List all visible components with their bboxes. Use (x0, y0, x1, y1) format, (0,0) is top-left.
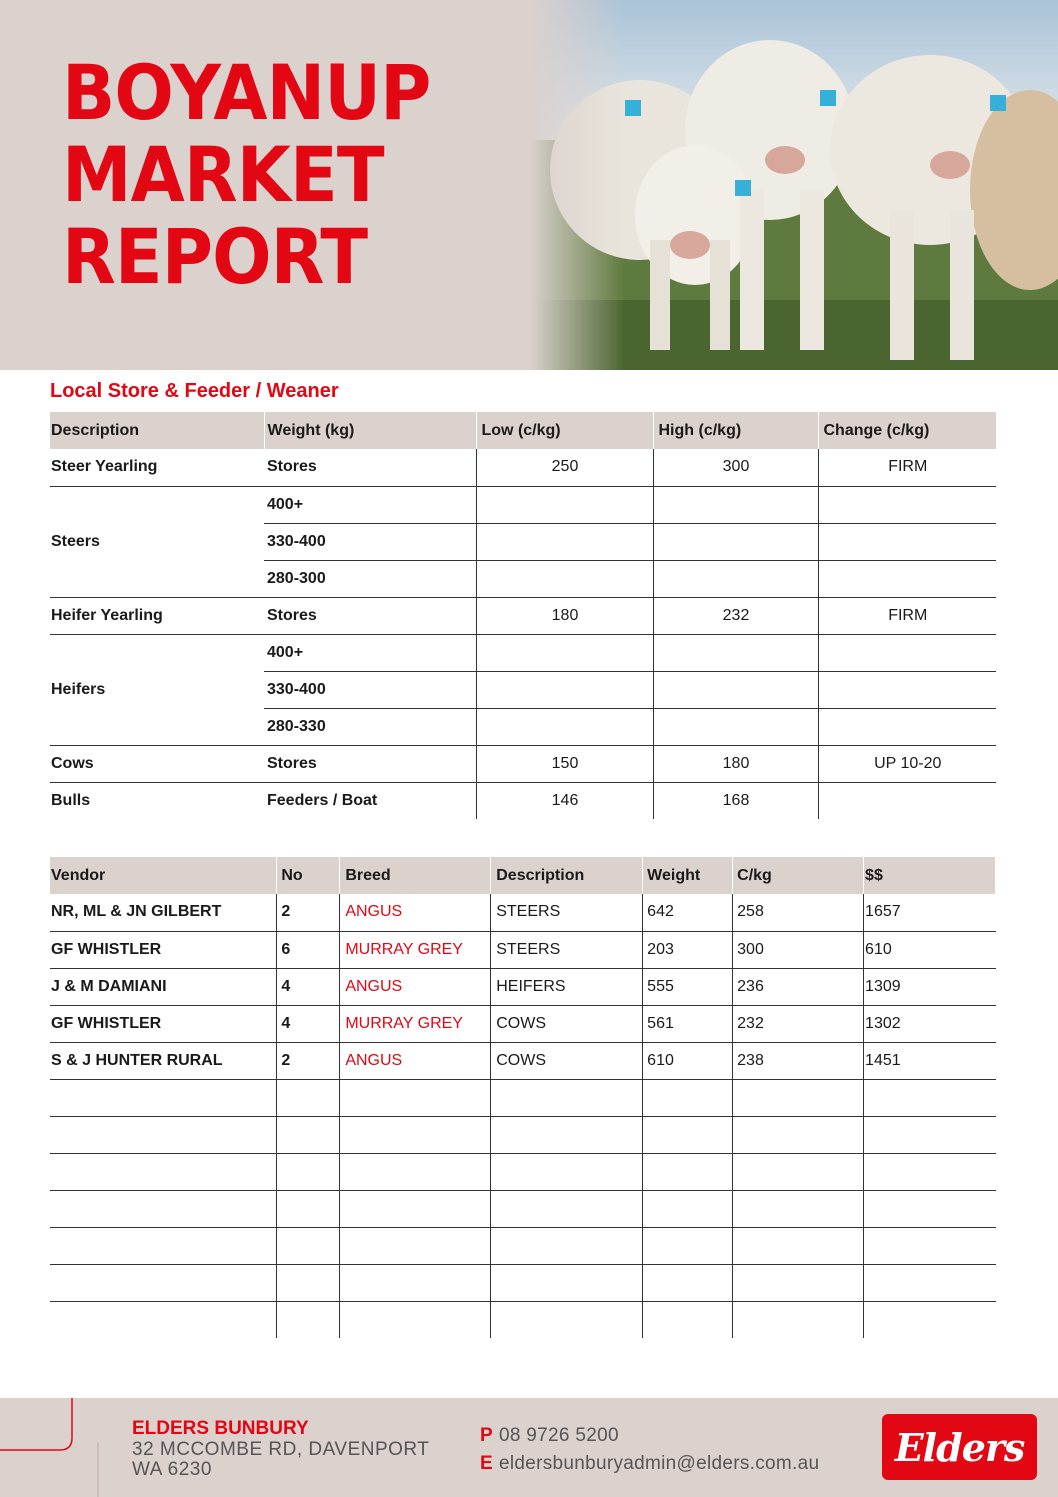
cell-vendor: J & M DAMIANI (50, 968, 277, 1005)
cell-weight: 203 (643, 931, 733, 968)
cell-high (653, 560, 818, 597)
cell-dollars (864, 1301, 996, 1338)
cell-low (476, 560, 653, 597)
cell-breed: MURRAY GREY (340, 931, 491, 968)
cell-weight (643, 1301, 733, 1338)
title-line: REPORT (62, 212, 368, 301)
cell-no (277, 1227, 340, 1264)
cell-weight (643, 1227, 733, 1264)
cell-vendor (50, 1153, 277, 1190)
column-header: No (277, 857, 340, 894)
table-row (50, 1005, 996, 1042)
cell-weight: 555 (643, 968, 733, 1005)
address-line: WA 6230 (132, 1459, 212, 1480)
table-row (50, 1301, 996, 1338)
cell-description: STEERS (491, 931, 643, 968)
cell-no (277, 1190, 340, 1227)
sales-table (50, 857, 996, 1338)
cell-no (277, 1153, 340, 1190)
column-header: Vendor (50, 857, 277, 894)
section-title: Local Store & Feeder / Weaner (50, 380, 339, 402)
cell-dollars (864, 1153, 996, 1190)
cell-change (818, 708, 996, 745)
table-row (50, 1153, 996, 1190)
cell-change (818, 782, 996, 819)
cell-dollars: 610 (864, 931, 996, 968)
cell-no: 4 (277, 968, 340, 1005)
table-row (50, 1190, 996, 1227)
cell-no (277, 1079, 340, 1116)
cell-ckg (733, 1227, 864, 1264)
phone-number[interactable]: 08 9726 5200 (498, 1425, 619, 1446)
table-row (50, 634, 996, 671)
column-header: Low (c/kg) (476, 412, 653, 449)
cell-no: 4 (277, 1005, 340, 1042)
cell-high (653, 671, 818, 708)
cell-ckg (733, 1079, 864, 1116)
cell-change (818, 560, 996, 597)
price-table (50, 412, 996, 819)
cell-description: Steers (51, 532, 100, 550)
column-header: $$ (864, 857, 996, 894)
table-row (50, 708, 996, 745)
cell-breed: ANGUS (340, 968, 491, 1005)
column-header: Breed (340, 857, 491, 894)
cell-weight (643, 1079, 733, 1116)
cell-description (50, 634, 264, 671)
cell-description (491, 1116, 643, 1153)
cell-low: 250 (476, 449, 653, 486)
cell-change (818, 671, 996, 708)
cell-change (818, 486, 996, 523)
email-label: E (480, 1453, 493, 1474)
cell-weight: Stores (264, 449, 476, 486)
table-row (50, 894, 996, 931)
cell-breed (340, 1301, 491, 1338)
cell-change (818, 634, 996, 671)
elders-logo (882, 1414, 1037, 1480)
title-line: BOYANUP (62, 48, 431, 137)
cell-high: 232 (653, 597, 818, 634)
cell-dollars (864, 1264, 996, 1301)
cell-dollars (864, 1116, 996, 1153)
footer (0, 1398, 1058, 1497)
column-header: Description (50, 412, 264, 449)
cell-ckg: 300 (733, 931, 864, 968)
cell-weight: Feeders / Boat (264, 782, 476, 819)
table-header-row (50, 857, 996, 894)
table-row (50, 449, 996, 486)
table-row (50, 782, 996, 819)
cell-description: STEERS (491, 894, 643, 931)
cell-low (476, 708, 653, 745)
cell-breed: ANGUS (340, 1042, 491, 1079)
footer-company: ELDERS BUNBURY (132, 1418, 309, 1439)
cell-vendor (50, 1301, 277, 1338)
cell-description (50, 708, 264, 745)
cell-high (653, 634, 818, 671)
decorative-curve-icon (0, 1398, 100, 1497)
cell-vendor (50, 1190, 277, 1227)
phone-label: P (480, 1425, 493, 1446)
cell-weight: 280-330 (264, 708, 476, 745)
cell-ckg (733, 1190, 864, 1227)
cell-high (653, 486, 818, 523)
table-row (50, 968, 996, 1005)
logo-text: Elders (894, 1424, 1025, 1470)
cell-low: 150 (476, 745, 653, 782)
cell-dollars: 1302 (864, 1005, 996, 1042)
cell-description: Heifer Yearling (50, 597, 264, 634)
cell-low (476, 523, 653, 560)
cell-breed: MURRAY GREY (340, 1005, 491, 1042)
table-row (50, 745, 996, 782)
cell-high (653, 708, 818, 745)
cell-description: Heifers (51, 680, 106, 698)
footer-address (132, 1440, 429, 1480)
cell-breed (340, 1116, 491, 1153)
cell-vendor: GF WHISTLER (50, 1005, 277, 1042)
cell-weight: Stores (264, 597, 476, 634)
cell-description (491, 1190, 643, 1227)
cell-weight (643, 1264, 733, 1301)
cell-no (277, 1116, 340, 1153)
cell-description (491, 1301, 643, 1338)
email-address[interactable]: eldersbunburyadmin@elders.com.au (498, 1453, 820, 1474)
cattle-photo (530, 0, 1058, 370)
column-header: C/kg (733, 857, 864, 894)
cell-no: 2 (277, 894, 340, 931)
cell-ckg: 238 (733, 1042, 864, 1079)
cell-low (476, 634, 653, 671)
cell-ckg (733, 1264, 864, 1301)
table-row (50, 1079, 996, 1116)
cell-vendor (50, 1264, 277, 1301)
cell-description (50, 486, 264, 523)
cell-breed (340, 1227, 491, 1264)
cell-low (476, 486, 653, 523)
cell-high: 168 (653, 782, 818, 819)
cell-weight: 400+ (264, 486, 476, 523)
cell-high (653, 523, 818, 560)
table-row (50, 597, 996, 634)
cell-low: 146 (476, 782, 653, 819)
cell-dollars (864, 1079, 996, 1116)
email-line (480, 1450, 819, 1478)
column-header: Weight (kg) (264, 412, 476, 449)
cell-description: COWS (491, 1005, 643, 1042)
cell-change (818, 523, 996, 560)
cell-description (50, 560, 264, 597)
cell-no: 6 (277, 931, 340, 968)
cell-weight: 400+ (264, 634, 476, 671)
cell-description: HEIFERS (491, 968, 643, 1005)
cell-vendor: S & J HUNTER RURAL (50, 1042, 277, 1079)
cell-vendor: NR, ML & JN GILBERT (50, 894, 277, 931)
cell-change: UP 10-20 (818, 745, 996, 782)
column-header: High (c/kg) (653, 412, 818, 449)
cell-weight (643, 1190, 733, 1227)
column-header: Weight (643, 857, 733, 894)
table-row (50, 560, 996, 597)
cell-dollars (864, 1227, 996, 1264)
title-line: MARKET (62, 130, 384, 219)
cell-high: 180 (653, 745, 818, 782)
column-header: Change (c/kg) (818, 412, 996, 449)
cell-description: COWS (491, 1042, 643, 1079)
cell-ckg (733, 1116, 864, 1153)
footer-contact (480, 1422, 819, 1478)
table-row (50, 486, 996, 523)
cell-no: 2 (277, 1042, 340, 1079)
table-row (50, 523, 996, 560)
cell-weight: Stores (264, 745, 476, 782)
cell-description: Bulls (51, 791, 91, 809)
cell-breed (340, 1079, 491, 1116)
cell-weight: 330-400 (264, 523, 476, 560)
table-row (50, 931, 996, 968)
cell-weight: 330-400 (264, 671, 476, 708)
table-header-row (50, 412, 996, 449)
cell-dollars: 1451 (864, 1042, 996, 1079)
cell-vendor: GF WHISTLER (50, 931, 277, 968)
cell-low (476, 671, 653, 708)
cell-vendor (50, 1227, 277, 1264)
cell-vendor (50, 1079, 277, 1116)
cell-breed (340, 1153, 491, 1190)
cell-dollars: 1309 (864, 968, 996, 1005)
cell-weight: 561 (643, 1005, 733, 1042)
cell-dollars: 1657 (864, 894, 996, 931)
page-title (62, 48, 431, 301)
cell-ckg: 236 (733, 968, 864, 1005)
cell-weight (643, 1116, 733, 1153)
cell-ckg: 232 (733, 1005, 864, 1042)
cell-weight: 280-300 (264, 560, 476, 597)
table-row (50, 1264, 996, 1301)
cell-description (491, 1079, 643, 1116)
cell-breed (340, 1190, 491, 1227)
cell-low: 180 (476, 597, 653, 634)
address-line: 32 MCCOMBE RD, DAVENPORT (132, 1439, 430, 1460)
cell-description (491, 1227, 643, 1264)
column-header: Description (491, 857, 643, 894)
cell-weight: 642 (643, 894, 733, 931)
table-row (50, 1116, 996, 1153)
table-row (50, 671, 996, 708)
cell-description (491, 1153, 643, 1190)
cell-ckg (733, 1301, 864, 1338)
cell-no (277, 1301, 340, 1338)
cell-breed: ANGUS (340, 894, 491, 931)
cell-high: 300 (653, 449, 818, 486)
cell-weight: 610 (643, 1042, 733, 1079)
cell-ckg: 258 (733, 894, 864, 931)
cell-change: FIRM (818, 449, 996, 486)
phone-line (480, 1422, 819, 1450)
cell-vendor (50, 1116, 277, 1153)
table-row (50, 1042, 996, 1079)
cell-breed (340, 1264, 491, 1301)
table-row (50, 1227, 996, 1264)
cell-description: Steer Yearling (50, 449, 264, 486)
header-banner (0, 0, 1058, 370)
cell-dollars (864, 1190, 996, 1227)
cell-no (277, 1264, 340, 1301)
cell-weight (643, 1153, 733, 1190)
cell-description: Cows (50, 745, 264, 782)
cell-description (491, 1264, 643, 1301)
cell-ckg (733, 1153, 864, 1190)
cell-change: FIRM (818, 597, 996, 634)
